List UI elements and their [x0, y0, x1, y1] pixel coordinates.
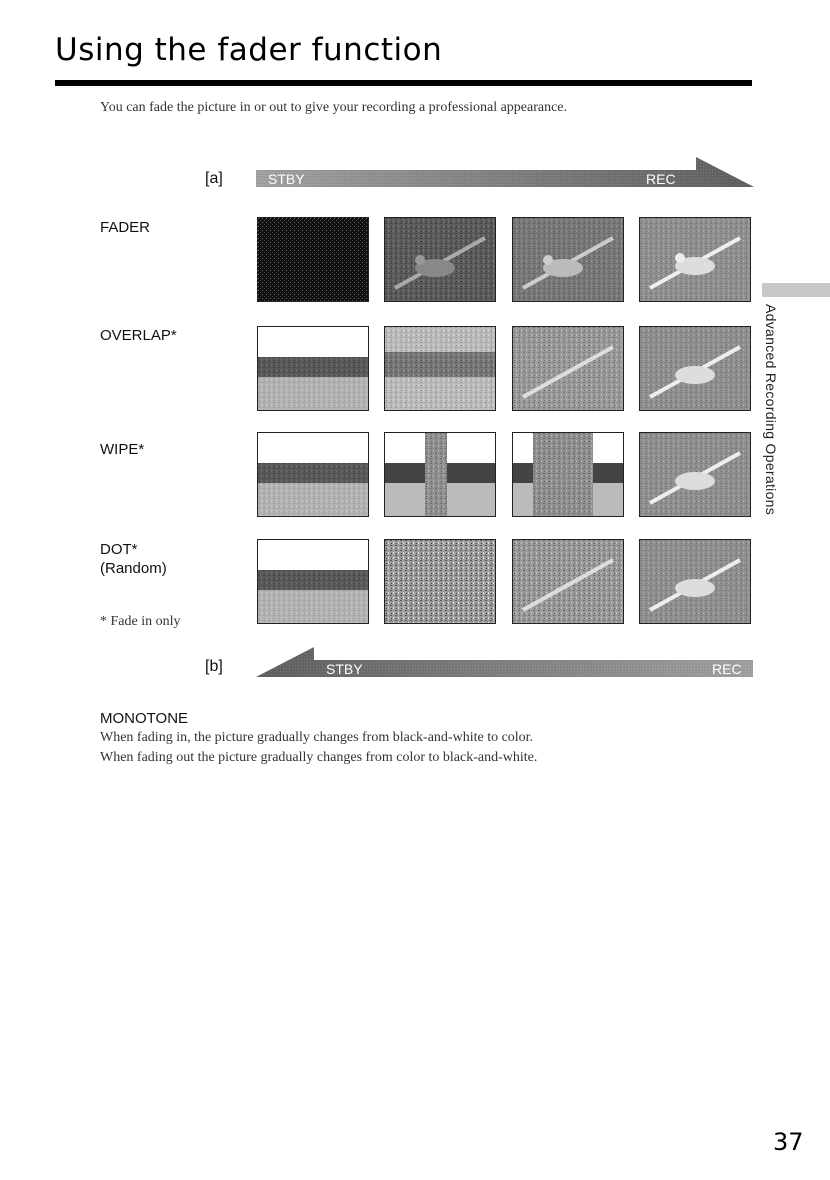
wipe-frame-3: [512, 432, 624, 517]
dot-frame-2: [384, 539, 496, 624]
page-title: Using the fader function: [55, 32, 443, 68]
monotone-heading: MONOTONE: [100, 710, 189, 727]
row-label-wipe: WIPE*: [100, 441, 145, 458]
fader-frame-3: [512, 217, 624, 302]
side-tab-label: Advanced Recording Operations: [763, 304, 779, 516]
side-tab-marker: [762, 283, 830, 297]
dot-frame-4: [639, 539, 751, 624]
wipe-frame-2: [384, 432, 496, 517]
fader-frame-2: [384, 217, 496, 302]
title-rule: [55, 80, 752, 86]
page-number: 37: [773, 1128, 804, 1156]
monotone-line-2: When fading out the picture gradually changes from color to black-and-white.: [100, 750, 538, 765]
row-label-fader: FADER: [100, 219, 151, 236]
arrow-a-end: REC: [646, 171, 676, 187]
dot-frame-3: [512, 539, 624, 624]
arrow-b-label: [b]: [205, 658, 223, 675]
dot-frame-1: [257, 539, 369, 624]
footnote: * Fade in only: [100, 614, 181, 629]
arrow-b-start: STBY: [326, 661, 363, 677]
fader-frame-4: [639, 217, 751, 302]
overlap-frame-2: [384, 326, 496, 411]
arrow-b-end: REC: [712, 661, 742, 677]
row-label-dot-sub: (Random): [100, 560, 167, 577]
wipe-frame-4: [639, 432, 751, 517]
wipe-frame-1: [257, 432, 369, 517]
overlap-frame-4: [639, 326, 751, 411]
arrow-b: [256, 647, 756, 679]
arrow-a-start: STBY: [268, 171, 305, 187]
arrow-a: [256, 157, 756, 189]
overlap-frame-1: [257, 326, 369, 411]
monotone-line-1: When fading in, the picture gradually changes from black-and-white to color.: [100, 730, 534, 745]
intro-text: You can fade the picture in or out to give your recording a professional appearance.: [100, 100, 568, 115]
row-label-dot: DOT*: [100, 541, 138, 558]
row-label-overlap: OVERLAP*: [100, 327, 177, 344]
arrow-a-label: [a]: [205, 170, 223, 187]
overlap-frame-3: [512, 326, 624, 411]
fader-frame-1: [257, 217, 369, 302]
